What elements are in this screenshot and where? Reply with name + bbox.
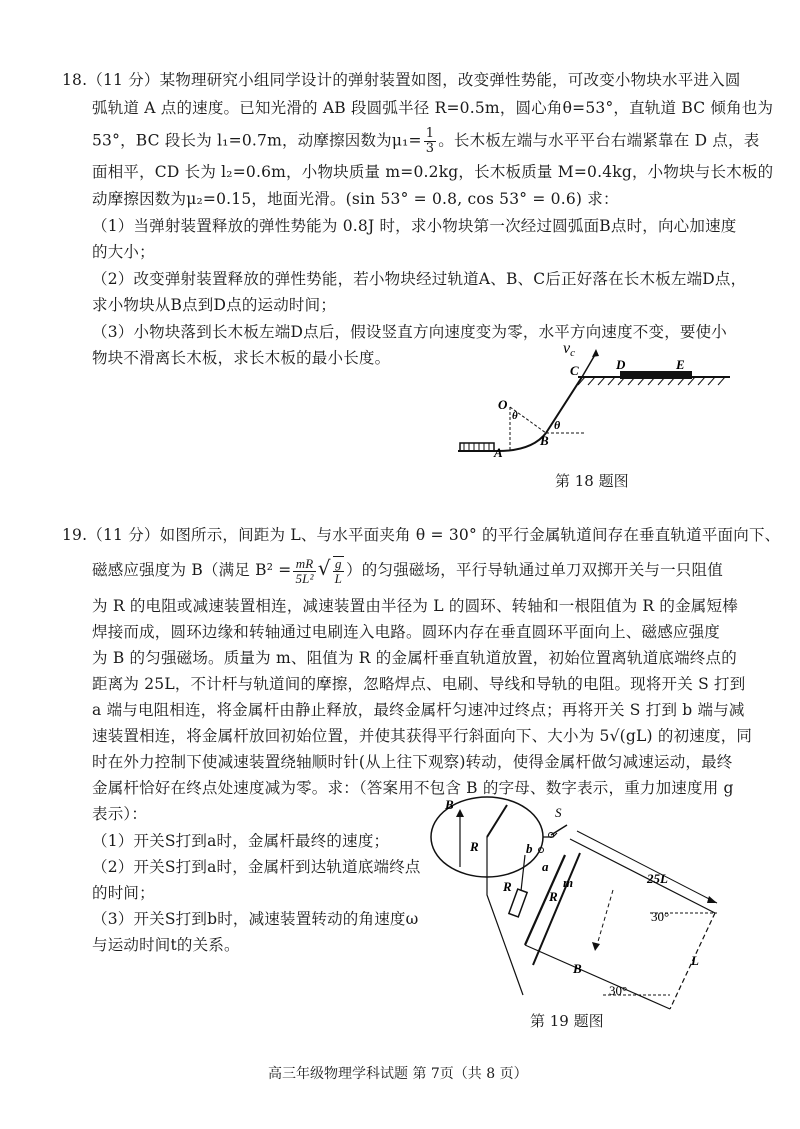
q18-sub2-b: 求小物块从B点到D点的运动时间； [92, 296, 337, 314]
label-r-ring: R [470, 839, 479, 854]
label-vc: vc [563, 340, 575, 359]
q18-line-4: 面相平，CD 长为 l₂=0.6m，小物块质量 m=0.2kg，长木板质量 M=0.4kg，小物块与长木板的 [92, 163, 774, 181]
label-b-top: B [445, 797, 454, 812]
q18-fraction [424, 127, 436, 156]
q19-line1-text: 如图所示，间距为 L、与水平面夹角 θ = 30° 的平行金属轨道间存在垂直轨道平面向下、 [159, 526, 781, 544]
label-s: S [555, 805, 562, 820]
q18-line-1 [62, 68, 741, 90]
q19-line-6: 距离为 25L，不计杆与轨道间的摩擦，忽略焊点、电刷、导线和导轨的电阻。现将开关 S 打到 [92, 675, 746, 693]
q19-line-3: 为 R 的电阻或减速装置相连，减速装置由半径为 L 的圆环、转轴和一根阻值为 R 的金属短棒 [92, 597, 738, 615]
q19-figure [425, 795, 755, 1010]
q19-line2-a: 磁感应强度为 B（满足 B² = [92, 561, 292, 579]
ring-rod [487, 805, 507, 837]
q19-number: 19. [62, 526, 88, 544]
q19-line-10: 金属杆恰好在终点处速度减为零。求：（答案用不包含 B 的字母、数字表示，重力加速度用 g [92, 779, 734, 797]
label-25l: 25L [647, 871, 668, 886]
label-angle-top: 30° [651, 909, 670, 924]
q18-line-2: 弧轨道 A 点的速度。已知光滑的 AB 段圆弧半径 R=0.5m，圆心角θ=53°，直轨道 BC 倾角也为 [92, 99, 774, 117]
q18-number: 18. [62, 71, 88, 89]
long-board [620, 371, 692, 379]
dim-25l-arrowhead [707, 896, 717, 903]
label-m: m [563, 875, 574, 890]
label-e: E [676, 357, 685, 372]
q18-line3-a: 53°，BC 段长为 l₁=0.7m，动摩擦因数为μ₁= [92, 131, 422, 150]
q18-sub3-a: （3）小物块落到长木板左端D点后，假设竖直方向速度变为零，水平方向速度不变，要使小 [92, 323, 727, 341]
arc-ab [498, 433, 546, 451]
label-theta-b: θ [554, 418, 561, 432]
label-l: L [691, 953, 699, 968]
incline-bc [546, 377, 582, 433]
q19-sqrt-fraction [333, 556, 344, 586]
velocity-arrowhead [592, 349, 599, 357]
field-b-arrowhead [592, 942, 600, 951]
q19-frac-den: 5L² [295, 570, 314, 586]
q19-sub1: （1）开关S打到a时，金属杆最终的速度； [92, 832, 390, 850]
q18-line-3 [92, 127, 759, 156]
q19-sub3-a: （3）开关S打到b时，减速装置转动的角速度ω [92, 910, 419, 928]
label-r-resistor: R [503, 879, 512, 894]
wire-ring-b [543, 833, 557, 837]
q19-line-9: 时在外力控制下使减速装置绕轴顺时针(从上往下观察)转动，使得金属杆做匀减速运动，最终 [92, 753, 733, 771]
q19-line-1 [62, 523, 780, 545]
q18-figure [450, 335, 735, 465]
q18-caption: 第 18 题图 [555, 472, 629, 490]
label-b-switch: b [526, 841, 533, 856]
label-d: D [616, 357, 626, 372]
q18-frac-num: 1 [425, 126, 435, 141]
q19-caption: 第 19 题图 [530, 1012, 604, 1030]
q19-frac-num: mR [293, 557, 315, 572]
q19-line-2 [92, 556, 723, 586]
label-a-switch: a [542, 859, 549, 874]
label-b: B [540, 433, 549, 448]
q18-line3-b: 。长木板左端与水平平台右端紧靠在 D 点，表 [438, 131, 760, 150]
label-b-field: B [573, 961, 582, 976]
q19-line-5: 为 B 的匀强磁场。质量为 m、阻值为 R 的金属杆垂直轨道放置，初始位置离轨道底端终点的 [92, 649, 737, 667]
q18-sub2-a: （2）改变弹射装置释放的弹性势能，若小物块经过轨道A、B、C后正好落在长木板左端D点， [92, 270, 747, 288]
q19-fraction [293, 557, 315, 586]
q18-sub1-b: 的大小； [92, 243, 155, 261]
q19-sub2-a: （2）开关S打到a时，金属杆到达轨道底端终点 [92, 858, 421, 876]
q19-line-7: a 端与电阻相连，将金属杆由静止释放，最终金属杆匀速冲过终点；再将开关 S 打到 b 端与减 [92, 701, 745, 719]
rail-upper [570, 839, 715, 913]
label-angle-bottom: 30° [609, 983, 628, 998]
q18-line1-text: 某物理研究小组同学设计的弹射装置如图，改变弹性势能，可改变小物块水平进入圆 [159, 71, 741, 89]
q18-line-5: 动摩擦因数为μ₂=0.15，地面光滑。(sin 53° = 0.8, cos 53° = 0.6) 求： [92, 190, 619, 208]
sqrt-sign: √ [317, 556, 331, 580]
q19-line2-b: ）的匀强磁场，平行导轨通过单刀双掷开关与一只阻值 [346, 561, 723, 579]
q19-line-8: 速装置相连，将金属杆放回初始位置，并使其获得平行斜面向下、大小为 5√(gL) 的初速度，同 [92, 727, 753, 745]
q19-sub2-b: 的时间； [92, 884, 155, 902]
wire-resistor-top [521, 855, 525, 891]
q19-line-11: 表示）： [92, 805, 148, 823]
q19-score: （11 分） [87, 526, 160, 544]
q19-sqrt-den: L [334, 571, 343, 586]
q18-sub1-a: （1）当弹射装置释放的弹性势能为 0.8J 时，求小物块第一次经过圆弧面B点时，向心加速度 [92, 217, 737, 235]
field-b-arrow [597, 890, 613, 945]
q18-score: （11 分） [87, 71, 160, 89]
label-r-rod: R [549, 889, 558, 904]
q18-sub3-b: 物块不滑离长木板，求长木板的最小长度。 [92, 349, 391, 367]
switch-blade [551, 825, 567, 835]
ring-b-arrowhead [456, 809, 464, 817]
dim-25l-line [577, 831, 717, 903]
launcher-spring [464, 443, 489, 451]
rail-lower [525, 945, 670, 1009]
q19-line-4: 焊接而成，圆环边缘和转轴通过电刷连入电路。圆环内存在垂直圆环平面向上、磁感应强度 [92, 623, 721, 641]
q18-frac-den: 3 [425, 141, 435, 156]
label-theta-o: θ [512, 410, 518, 422]
label-c: C [570, 363, 579, 378]
page-footer: 高三年级物理学科试题 第 7页（共 8 页） [268, 1066, 528, 1082]
label-a: A [494, 445, 503, 460]
q19-sqrt-num: g [333, 557, 344, 572]
q19-sub3-b: 与运动时间t的关系。 [92, 936, 240, 954]
label-o: O [498, 397, 508, 412]
